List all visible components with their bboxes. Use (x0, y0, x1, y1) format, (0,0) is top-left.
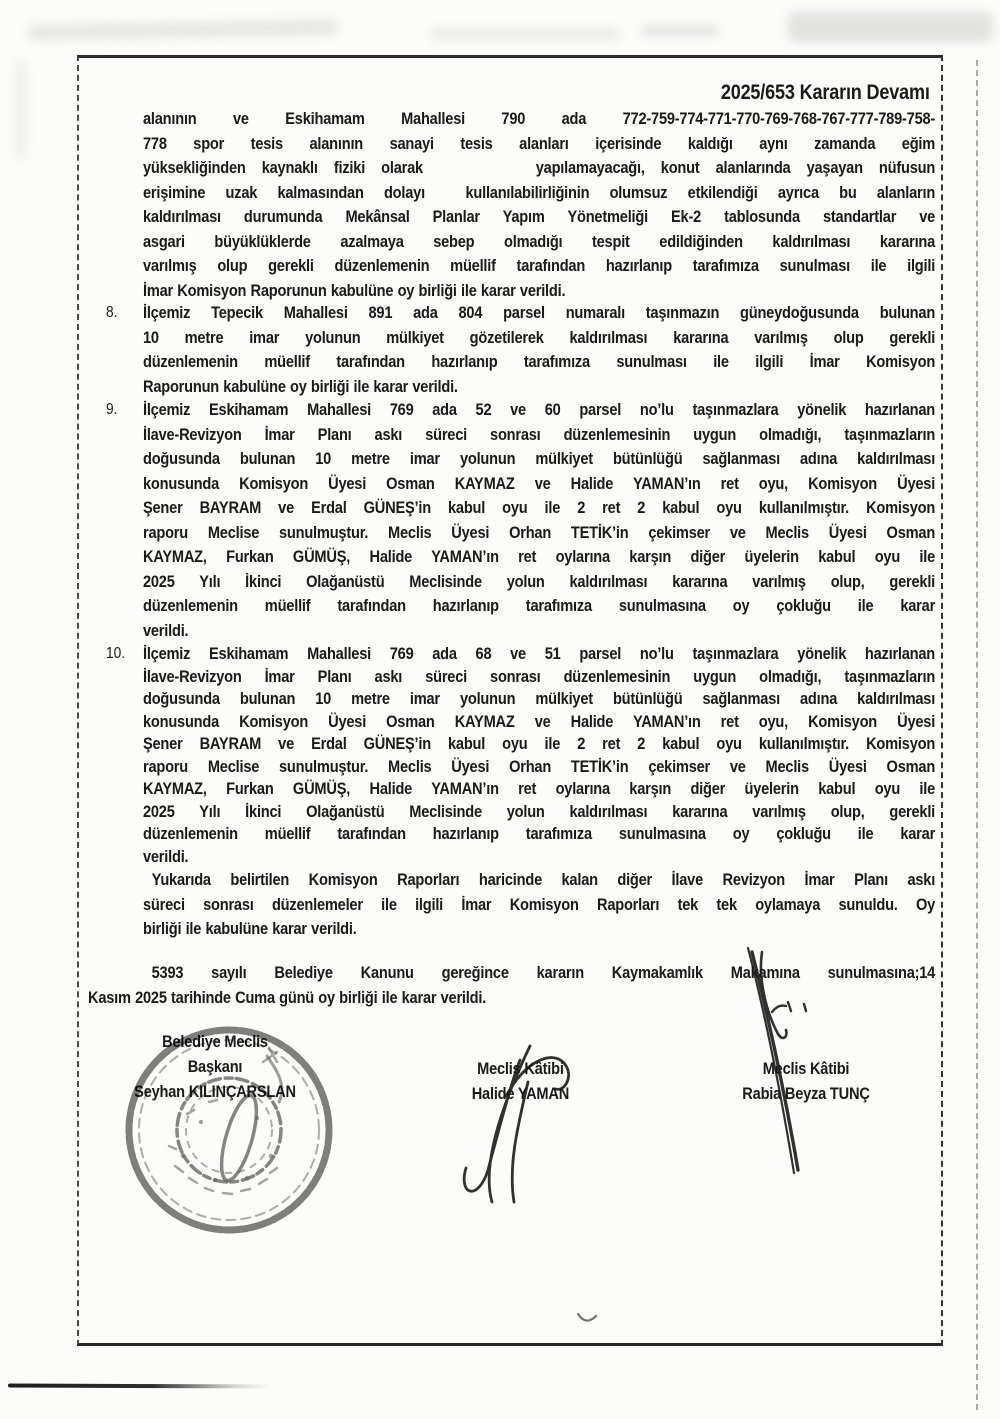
text-line: doğusunda bulunan 10 metre imar yolunun mülkiyet bütünlüğü sağlanması adına kaldırılması (142, 689, 936, 708)
scan-smudge-artifact (16, 60, 26, 160)
official-seal-stamp-icon (117, 1018, 341, 1242)
text-line: KAYMAZ, Furkan GÜMÜŞ, Halide YAMAN’ın ret oylarına karşın diğer üyelerin kabul oyu ile (142, 547, 936, 566)
scan-smudge-artifact (28, 19, 338, 40)
list-item-9 (106, 398, 935, 643)
text-line: 2025 Yılı İkinci Olağanüstü Meclisinde yolun kaldırılması kararına varılmış olup, gerekli (142, 571, 936, 591)
scan-bottom-line-artifact (8, 1384, 270, 1389)
signer-role: Başkanı (187, 1057, 243, 1076)
handwritten-signature-icon (718, 938, 833, 1183)
item-number: 10. (106, 645, 126, 662)
text-line: varılmış olup gerekli düzenlemenin müellif tarafından hazırlanıp tarafımıza sunulması ile ilgili (143, 256, 936, 275)
text-line: KAYMAZ, Furkan GÜMÜŞ, Halide YAMAN’ın ret oylarına karşın diğer üyelerin kabul oyu ile (142, 779, 936, 798)
text-line: düzenlemenin müellif tarafından hazırlanıp tarafımıza sunulmasına oy çokluğu ile karar (142, 596, 936, 615)
text-line: doğusunda bulunan 10 metre imar yolunun mülkiyet bütünlüğü sağlanması adına kaldırılması (142, 449, 936, 468)
page-title: 2025/653 Kararın Devamı (720, 81, 930, 104)
text-line: İlçemiz Eskihamam Mahallesi 769 ada 52 ve 60 parsel no’lu taşınmazlara yönelik hazırlanan (142, 400, 936, 419)
signer-name: Rabia Beyza TUNÇ (742, 1084, 870, 1103)
scan-smudge-artifact (430, 28, 620, 40)
signer-role: Meclis Kâtibi (762, 1059, 850, 1078)
text-line: Raporunun kabulüne oy birliği ile karar verildi. (142, 376, 458, 396)
handwritten-signature-icon (430, 1030, 590, 1210)
text-line: raporu Meclise sunulmuştur. Meclis Üyesi Orhan TETİK’in çekimser ve Meclis Üyesi Osman (142, 522, 936, 542)
scan-smudge-artifact (640, 26, 720, 36)
signer-name: Seyhan KILINÇARSLAN (134, 1082, 296, 1101)
text-line: alanının ve Eskihamam Mahallesi 790 ada 772-759-774-771-770-769-768-767-777-789-758- (143, 109, 936, 128)
item-number: 8. (106, 304, 118, 321)
item-text (143, 301, 935, 399)
text-line: 5393 sayılı Belediye Kanunu gereğince kararın Kaymakamlık Makamına sunulmasına;14 (151, 963, 936, 982)
signer-name: Halide YAMAN (471, 1084, 570, 1103)
text-line: İlçemiz Eskihamam Mahallesi 769 ada 68 ve 51 parsel no’lu taşınmazlara yönelik hazırlanan (142, 644, 936, 663)
text-line: erişimine uzak kalmasından dolayı kullanılabilirliğinin olumsuz etkilendiği ayrıca bu alanların (143, 182, 936, 202)
text-line: yüksekliğinden kaynaklı fiziki olarak yapılamayacağı, konut alanlarında yaşayan nüfusun (143, 158, 936, 177)
text-line: verildi. (142, 846, 189, 866)
text-line: kaldırılması durumunda Mekânsal Planlar Yapım Yönetmeliği Ek-2 tablosunda standartlar ve (143, 207, 936, 226)
text-line: düzenlemenin müellif tarafından hazırlanıp tarafımıza sunulmasına oy çokluğu ile karar (142, 824, 936, 843)
signer-role: Meclis Kâtibi (477, 1059, 564, 1078)
scan-smudge-artifact (788, 12, 993, 42)
text-line: 10 metre imar yolunun mülkiyet gözetilerek kaldırılması kararına varılmış olup gerekli (142, 327, 936, 347)
text-line: konusunda Komisyon Üyesi Osman KAYMAZ ve Halide YAMAN’ın ret oyu, Komisyon Üyesi (142, 473, 936, 493)
list-item-10 (106, 643, 935, 868)
scan-edge-line-artifact (976, 60, 978, 1410)
text-line: 778 spor tesis alanının sanayi tesis alanları içerisinde kaldığı aynı zamanda eğim (143, 133, 936, 153)
closing-paragraph (143, 868, 935, 942)
text-line: İlave-Revizyon İmar Planı askı süreci sonrası düzenlemesinin uygun olmadığı, taşınmazların (142, 424, 936, 444)
text-line: konusunda Komisyon Üyesi Osman KAYMAZ ve Halide YAMAN’ın ret oyu, Komisyon Üyesi (142, 711, 936, 731)
text-line: İmar Komisyon Raporunun kabulüne oy birliği ile karar verildi. (143, 280, 566, 300)
item-number: 9. (106, 401, 118, 418)
text-line: Şener BAYRAM ve Erdal GÜNEŞ’in kabul oyu ile 2 ret 2 kabul oyu kullanılmıştır. Komisyon (142, 498, 936, 517)
list-item-8 (106, 301, 935, 399)
item-text (143, 643, 935, 868)
text-line: verildi. (142, 620, 189, 640)
text-line: raporu Meclise sunulmuştur. Meclis Üyesi Orhan TETİK’in çekimser ve Meclis Üyesi Osman (142, 756, 936, 776)
text-line: İlçemiz Tepecik Mahallesi 891 ada 804 parsel numaralı taşınmazın güneydoğusunda bulunan (142, 303, 936, 322)
text-line: asgari büyüklüklerde azalmaya sebep olmadığı tespit edildiğinden kaldırılması kararına (143, 231, 936, 251)
text-line: Şener BAYRAM ve Erdal GÜNEŞ’in kabul oyu ile 2 ret 2 kabul oyu kullanılmıştır. Komisyon (142, 734, 936, 753)
item-text (143, 398, 935, 643)
text-line: Kasım 2025 tarihinde Cuma günü oy birliği ile karar verildi. (88, 987, 487, 1007)
pen-mark-icon (576, 1310, 600, 1328)
text-line: birliği ile kabulüne karar verildi. (143, 919, 357, 938)
text-line: 2025 Yılı İkinci Olağanüstü Meclisinde yolun kaldırılması kararına varılmış olup, gerekli (142, 801, 936, 821)
continuation-paragraph (143, 107, 935, 303)
text-line: düzenlemenin müellif tarafından hazırlanıp tarafımıza sunulması ile ilgili İmar Komisyon (142, 352, 936, 371)
text-line: süreci sonrası düzenlemeler ile ilgili İmar Komisyon Raporları tek tek oylamaya sunuldu. Oy (143, 894, 936, 914)
text-line: İlave-Revizyon İmar Planı askı süreci sonrası düzenlemesinin uygun olmadığı, taşınmazların (142, 666, 936, 686)
text-line: Yukarıda belirtilen Komisyon Raporları haricinde kalan diğer İlave Revizyon İmar Planı askı (151, 870, 936, 889)
signer-role: Belediye Meclis (162, 1032, 268, 1051)
